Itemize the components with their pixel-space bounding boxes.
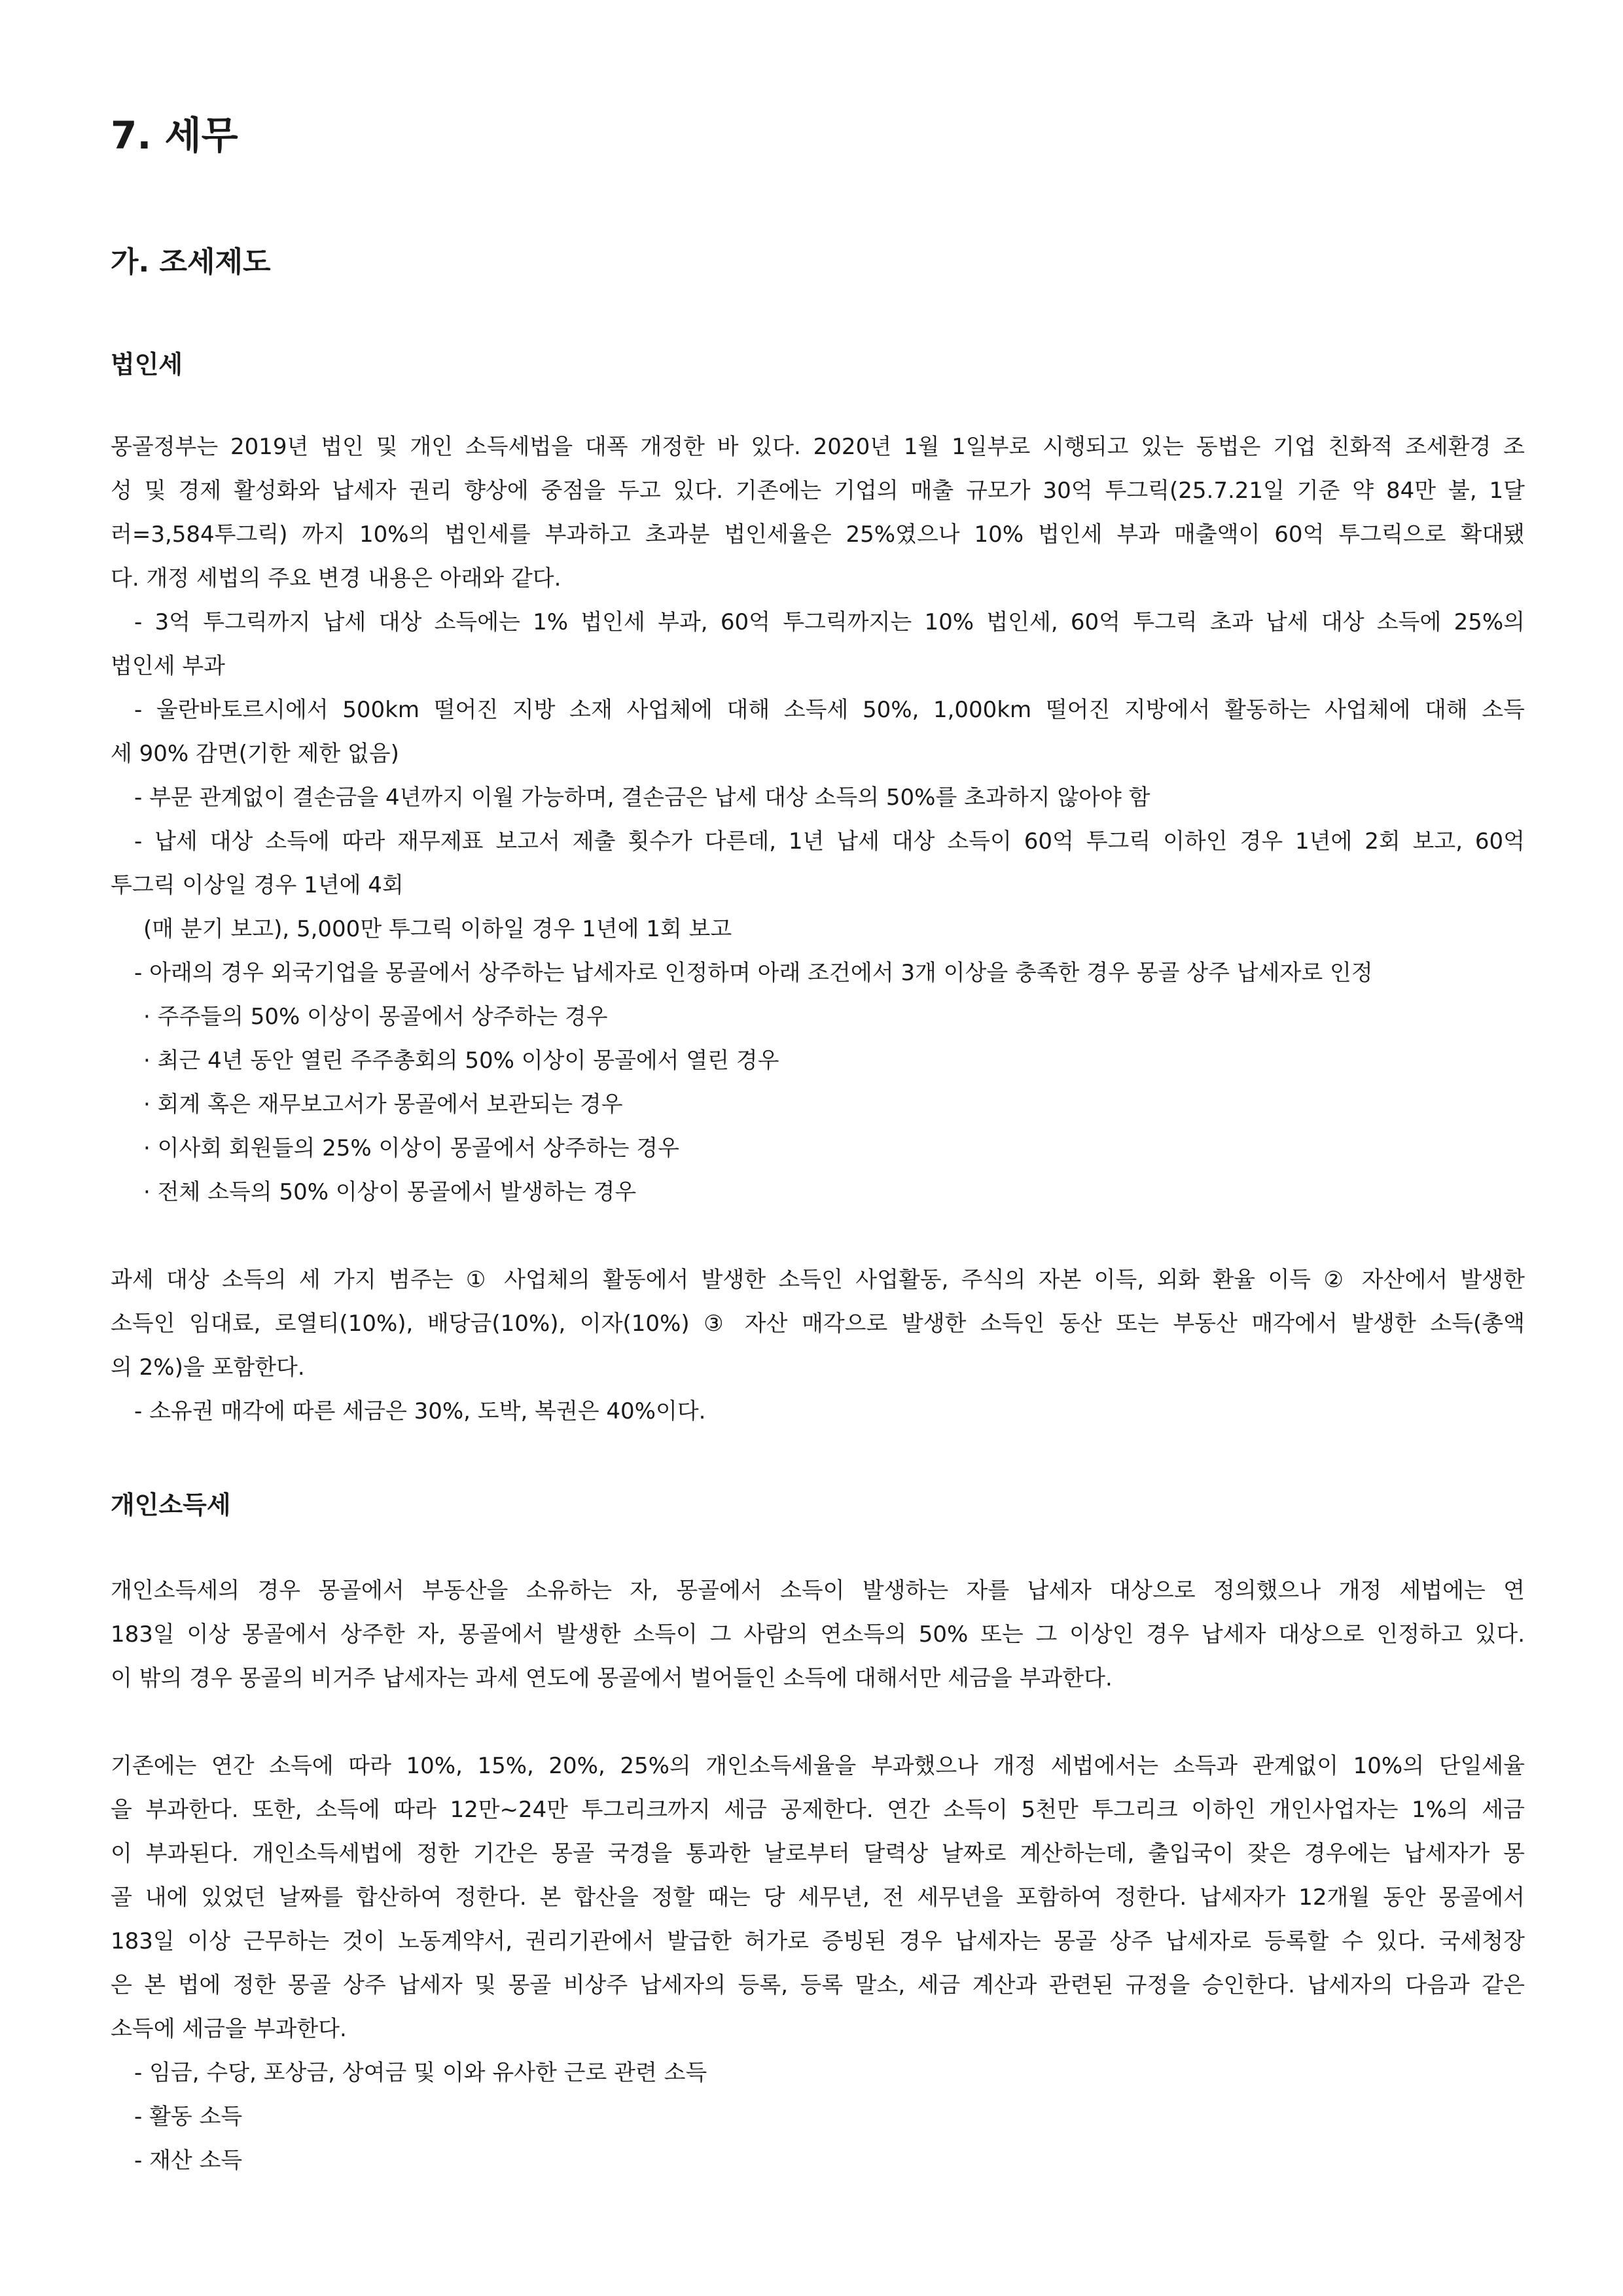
corporate-tax-body xyxy=(111,425,1525,1434)
sub-item-line: (매 분기 보고), 5,000만 투그릭 이하일 경우 1년에 1회 보고 xyxy=(143,916,732,942)
list-item-line: - 3억 투그릭까지 납세 대상 소득에는 1% 법인세 부과, 60억 투그릭까지는 10% 법인세, 60억 투그릭 초과 납세 대상 소득에 25%의 xyxy=(134,609,1525,635)
sub-item-line: · 최근 4년 동안 열린 주주총회의 50% 이상이 몽골에서 열린 경우 xyxy=(143,1048,779,1074)
paragraph-line: 러=3,584투그릭) 까지 10%의 법인세를 부과하고 초과분 법인세율은 25%였으나 10% 법인세 부과 매출액이 60억 투그릭으로 확대됐 xyxy=(111,521,1525,548)
paragraph-gap xyxy=(111,1701,1525,1744)
personal-income-tax-body xyxy=(111,1569,1525,2183)
sub-item-line: · 전체 소득의 50% 이상이 몽골에서 발생하는 경우 xyxy=(143,1179,637,1205)
paragraph-line: 을 부과한다. 또한, 소득에 따라 12만~24만 투그리크까지 세금 공제한다. 연간 소득이 5천만 투그리크 이하인 개인사업자는 1%의 세금 xyxy=(111,1797,1525,1823)
list-item-line: - 납세 대상 소득에 따라 재무제표 보고서 제출 횟수가 다른데, 1년 납세 대상 소득이 60억 투그릭 이하인 경우 1년에 2회 보고, 60억 xyxy=(134,828,1525,855)
list-item-line: - 임금, 수당, 포상금, 상여금 및 이와 유사한 근로 관련 소득 xyxy=(134,2060,707,2086)
heading-corporate-tax: 법인세 xyxy=(111,350,183,379)
paragraph-line: 기존에는 연간 소득에 따라 10%, 15%, 20%, 25%의 개인소득세율을 부과했으나 개정 세법에서는 소득과 관계없이 10%의 단일세율 xyxy=(111,1753,1525,1779)
list-item-line: 투그릭 이상일 경우 1년에 4회 xyxy=(111,872,404,898)
paragraph-line: 소득에 세금을 부과한다. xyxy=(111,2016,347,2042)
list-item-line: - 부문 관계없이 결손금을 4년까지 이월 가능하며, 결손금은 납세 대상 소득의 50%를 초과하지 않아야 함 xyxy=(134,785,1150,811)
paragraph-line: 이 부과된다. 개인소득세법에 정한 기간은 몽골 국경을 통과한 날로부터 달력상 날짜로 계산하는데, 출입국이 잦은 경우에는 납세자가 몽 xyxy=(111,1841,1525,1867)
section-subtitle: 가. 조세제도 xyxy=(111,245,271,279)
list-item-line: - 울란바토르시에서 500km 떨어진 지방 소재 사업체에 대해 소득세 50%, 1,000km 떨어진 지방에서 활동하는 사업체에 대해 소득 xyxy=(134,697,1525,723)
paragraph-line: 이 밖의 경우 몽골의 비거주 납세자는 과세 연도에 몽골에서 벌어들인 소득에 대해서만 세금을 부과한다. xyxy=(111,1665,1113,1691)
page-title: 7. 세무 xyxy=(111,113,238,158)
sub-item-line: · 주주들의 50% 이상이 몽골에서 상주하는 경우 xyxy=(143,1004,608,1030)
paragraph-line: 183일 이상 근무하는 것이 노동계약서, 권리기관에서 발급한 허가로 증빙된 경우 납세자는 몽골 상주 납세자로 등록할 수 있다. 국세청장 xyxy=(111,1928,1525,1954)
paragraph-line: 성 및 경제 활성화와 납세자 권리 향상에 중점을 두고 있다. 기존에는 기업의 매출 규모가 30억 투그릭(25.7.21일 기준 약 84만 불, 1달 xyxy=(111,478,1525,504)
sub-item-line: · 이사회 회원들의 25% 이상이 몽골에서 상주하는 경우 xyxy=(143,1135,679,1161)
paragraph-line: 골 내에 있었던 날짜를 합산하여 정한다. 본 합산을 정할 때는 당 세무년, 전 세무년을 포함하여 정한다. 납세자가 12개월 동안 몽골에서 xyxy=(111,1884,1525,1911)
paragraph-gap xyxy=(111,1214,1525,1258)
paragraph-line: 몽골정부는 2019년 법인 및 개인 소득세법을 대폭 개정한 바 있다. 2020년 1월 1일부로 시행되고 있는 동법은 기업 친화적 조세환경 조 xyxy=(111,434,1525,460)
paragraph-line: 과세 대상 소득의 세 가지 범주는 ① 사업체의 활동에서 발생한 소득인 사업활동, 주식의 자본 이득, 외화 환율 이득 ② 자산에서 발생한 xyxy=(111,1267,1525,1293)
paragraph-line: 개인소득세의 경우 몽골에서 부동산을 소유하는 자, 몽골에서 소득이 발생하는 자를 납세자 대상으로 정의했으나 개정 세법에는 연 xyxy=(111,1578,1525,1604)
list-item-line: - 재산 소득 xyxy=(134,2147,243,2174)
paragraph-line: 은 본 법에 정한 몽골 상주 납세자 및 몽골 비상주 납세자의 등록, 등록 말소, 세금 계산과 관련된 규정을 승인한다. 납세자의 다음과 같은 xyxy=(111,1972,1525,1998)
heading-personal-income-tax: 개인소득세 xyxy=(111,1491,231,1519)
list-item-line: - 아래의 경우 외국기업을 몽골에서 상주하는 납세자로 인정하며 아래 조건에서 3개 이상을 충족한 경우 몽골 상주 납세자로 인정 xyxy=(134,960,1373,986)
list-item-line: - 활동 소득 xyxy=(134,2104,243,2130)
list-item-line: - 소유권 매각에 따른 세금은 30%, 도박, 복권은 40%이다. xyxy=(134,1398,706,1424)
paragraph-line: 의 2%)을 포함한다. xyxy=(111,1354,305,1381)
list-item-line: 세 90% 감면(기한 제한 없음) xyxy=(111,741,399,767)
list-item-line: 법인세 부과 xyxy=(111,653,226,679)
paragraph-line: 다. 개정 세법의 주요 변경 내용은 아래와 같다. xyxy=(111,565,562,592)
paragraph-line: 소득인 임대료, 로열티(10%), 배당금(10%), 이자(10%) ③ 자산 매각으로 발생한 소득인 동산 또는 부동산 매각에서 발생한 소득(총액 xyxy=(111,1311,1525,1337)
paragraph-line: 183일 이상 몽골에서 상주한 자, 몽골에서 발생한 소득이 그 사람의 연소득의 50% 또는 그 이상인 경우 납세자 대상으로 인정하고 있다. xyxy=(111,1621,1525,1648)
sub-item-line: · 회계 혹은 재무보고서가 몽골에서 보관되는 경우 xyxy=(143,1091,623,1118)
